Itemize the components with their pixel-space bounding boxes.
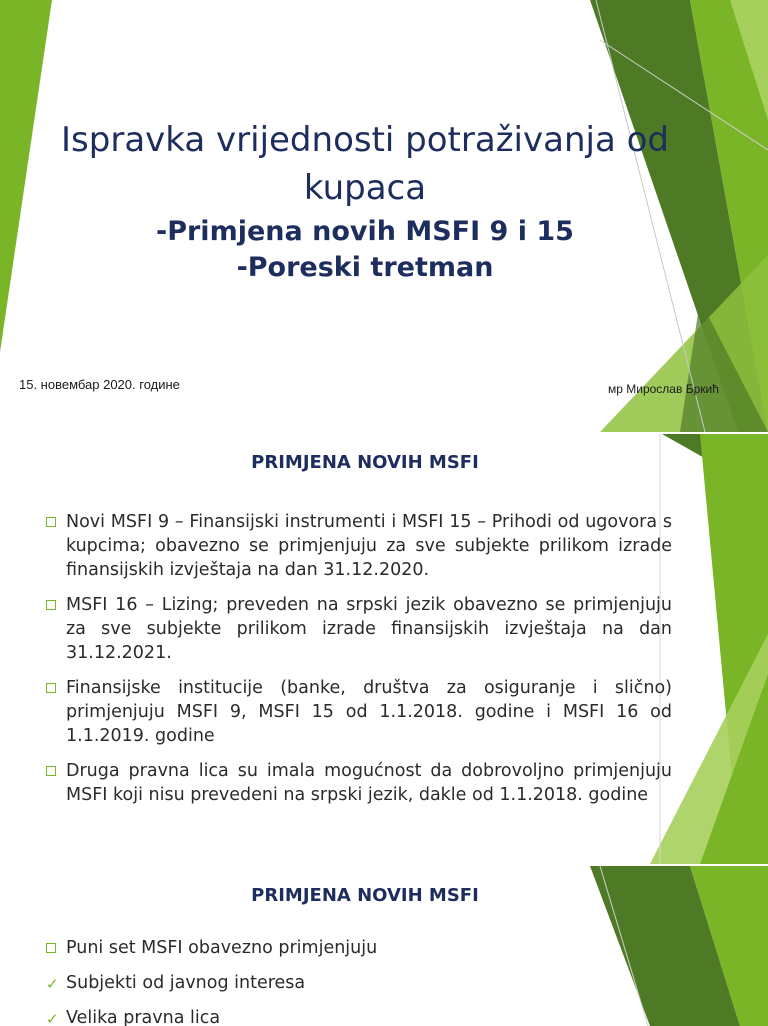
list-item: MSFI 16 – Lizing; preveden na srpski jezik obavezno se primjenjuju za sve subjekte prilikom izrade finansijskih izvještaja na dan 31.12.2021. — [44, 593, 672, 665]
presentation-subtitle — [20, 214, 710, 286]
slide-heading: PRIMJENA NOVIH MSFI — [251, 885, 479, 906]
presentation-author: мр Мирослав Бркић — [608, 382, 719, 396]
checkmark-bullet-icon: ✓ — [46, 1010, 59, 1026]
list-item: Novi MSFI 9 – Finansijski instrumenti i MSFI 15 – Prihodi od ugovora s kupcima; obavezno se primjenjuju za sve subjekte prilikom izrade finansijskih izvještaja na dan 31.12.2020. — [44, 510, 672, 582]
subtitle-line: -Primjena novih MSFI 9 i 15 — [156, 216, 574, 247]
square-bullet-icon — [46, 683, 56, 693]
list-item: Druga pravna lica su imala mogućnost da dobrovoljno primjenjuju MSFI koji nisu prevedeni na srpski jezik, dakle od 1.1.2018. godine — [44, 759, 672, 807]
content-slide — [0, 866, 768, 1026]
list-item: Puni set MSFI obavezno primjenjuju — [44, 936, 672, 960]
list-item: Finansijske institucije (banke, društva za osiguranje i slično) primjenjuju MSFI 9, MSFI 15 od 1.1.2018. godine i MSFI 16 od 1.1.2019. godine — [44, 676, 672, 748]
content-slide — [0, 434, 768, 864]
bullet-list — [44, 510, 672, 818]
presentation-title: Ispravka vrijednosti potraživanja od kupaca — [61, 120, 669, 208]
list-item: ✓ Subjekti od javnog interesa — [44, 971, 672, 995]
list-item: ✓ Velika pravna lica — [44, 1006, 672, 1026]
square-bullet-icon — [46, 517, 56, 527]
square-bullet-icon — [46, 766, 56, 776]
subtitle-line: -Poreski tretman — [236, 252, 494, 283]
square-bullet-icon — [46, 943, 56, 953]
presentation-date: 15. новембар 2020. године — [19, 377, 180, 392]
bullet-list — [44, 936, 672, 1026]
title-slide — [0, 0, 768, 432]
square-bullet-icon — [46, 600, 56, 610]
checkmark-bullet-icon: ✓ — [46, 975, 59, 993]
slide-heading: PRIMJENA NOVIH MSFI — [251, 452, 479, 473]
